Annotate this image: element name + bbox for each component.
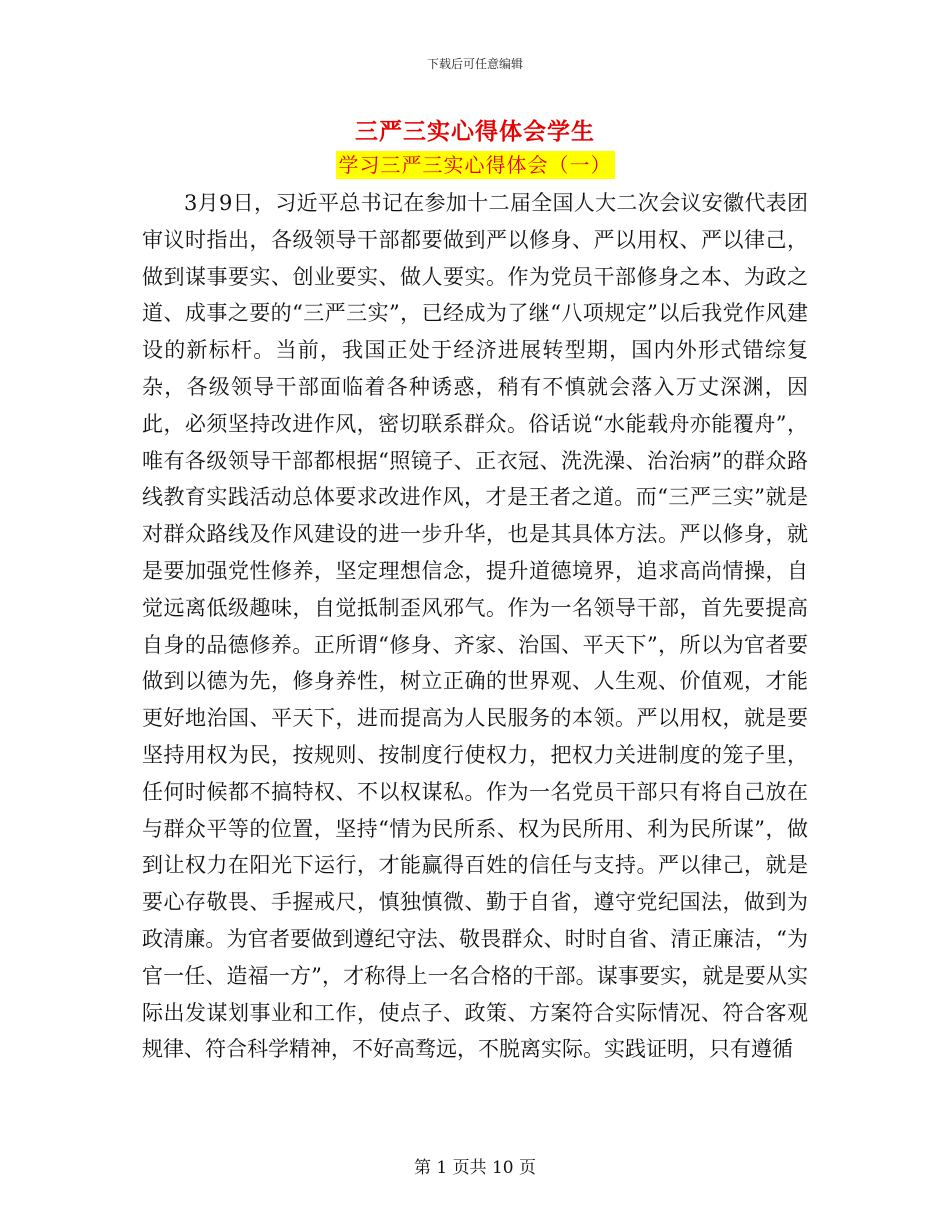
page-number-footer: 第 1 页共 10 页 <box>413 1158 537 1178</box>
header-note: 下载后可任意编辑 <box>426 57 523 71</box>
body-paragraph: 3月9日，习近平总书记在参加十二届全国人大二次会议安徽代表团审议时指出，各级领导干部都要做到严以修身、严以用权、严以律己，做到谋事要实、创业要实、做人要实。作为党员干部修身之本、为政之道、成事之要的“三严三实”，已经成为了继“八项规定”以后我党作风建设的新标杆。当前，我国正处于经济进展转型期，国内外形式错综复杂，各级领导干部面临着各种诱惑，稍有不慎就会落入万丈深渊，因此，必须坚持改进作风，密切联系群众。俗话说“水能载舟亦能覆舟”，唯有各级领导干部都根据“照镜子、正衣冠、洗洗澡、治治病”的群众路线教育实践活动总体要求改进作风，才是王者之道。而“三严三实”就是对群众路线及作风建设的进一步升华，也是其具体方法。严以修身，就是要加强党性修养，坚定理想信念，提升道德境界，追求高尚情操，自觉远离低级趣味，自觉抵制歪风邪气。作为一名领导干部，首先要提高自身的品德修养。正所谓“修身、齐家、治国、平天下”，所以为官者要做到以德为先，修身养性，树立正确的世界观、人生观、价值观，才能更好地治国、平天下，进而提高为人民服务的本领。严以用权，就是要坚持用权为民，按规则、按制度行使权力，把权力关进制度的笼子里，任何时候都不搞特权、不以权谋私。作为一名党员干部只有将自己放在与群众平等的位置，坚持“情为民所系、权为民所用、利为民所谋”，做到让权力在阳光下运行，才能赢得百姓的信任与支持。严以律己，就是要心存敬畏、手握戒尺，慎独慎微、勤于自省，遵守党纪国法，做到为政清廉。为官者要做到遵纪守法、敬畏群众、时时自省、清正廉洁，“为官一任、造福一方”，才称得上一名合格的干部。谋事要实，就是要从实际出发谋划事业和工作，使点子、政策、方案符合实际情况、符合客观规律、符合科学精神，不好高骛远，不脱离实际。实践证明，只有遵循 <box>142 191 808 1062</box>
section-title: 学习三严三实心得体会（一） <box>336 151 615 179</box>
document-title: 三严三实心得体会学生 <box>355 119 595 145</box>
section-title-container <box>0 151 950 179</box>
